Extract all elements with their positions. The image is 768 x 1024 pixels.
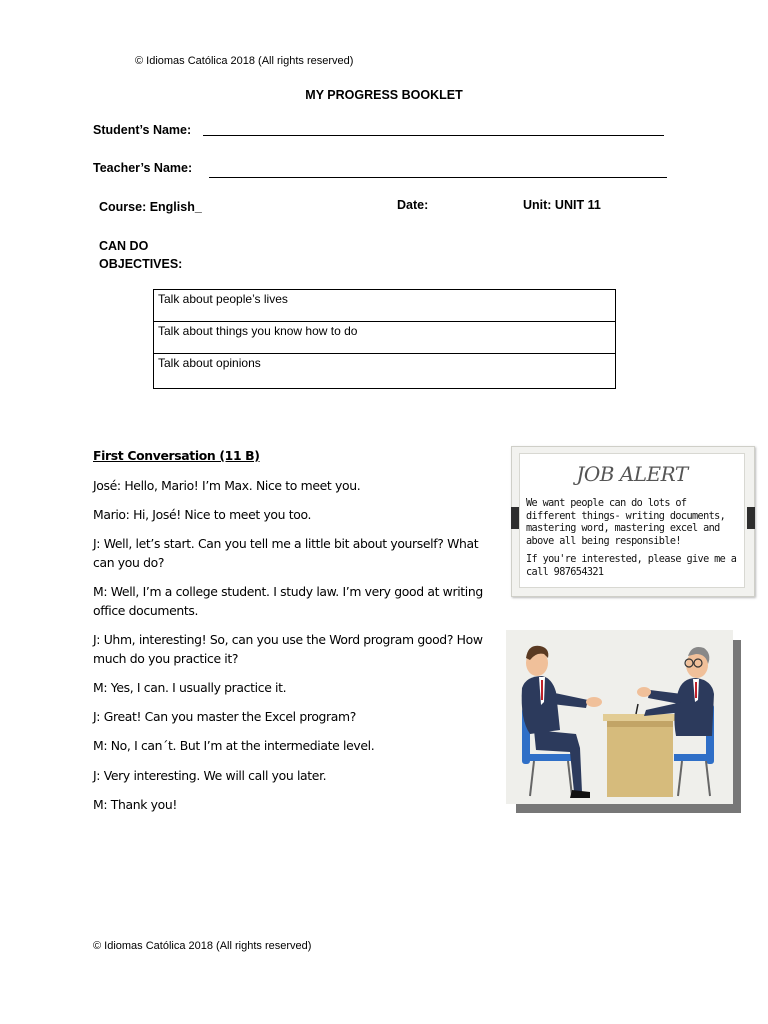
objectives-heading-line1: CAN DO	[99, 239, 149, 253]
job-alert-body	[526, 498, 740, 579]
job-alert-contact: If you're interested, please give me a call 987654321	[526, 554, 737, 578]
objectives-heading	[99, 237, 182, 273]
dialogue-line: J: Great! Can you master the Excel program?	[93, 709, 356, 724]
student-name-line[interactable]	[203, 135, 664, 136]
dialogue-line: J: Well, let’s start. Can you tell me a little bit about yourself? What can you do?	[93, 536, 479, 570]
header-copyright: © Idiomas Católica 2018 (All rights reserved)	[135, 55, 354, 67]
interview-scene-icon	[506, 630, 733, 804]
dialogue-line: J: Uhm, interesting! So, can you use the Word program good? How much do you practice it?	[93, 632, 483, 666]
board-clip-right	[747, 507, 755, 529]
student-name-label: Student’s Name:	[93, 123, 192, 137]
dialogue-line: M: Yes, I can. I usually practice it.	[93, 680, 287, 695]
job-alert-title: JOB ALERT	[576, 462, 688, 486]
footer-copyright: © Idiomas Católica 2018 (All rights reserved)	[93, 940, 312, 952]
dialogue-line: José: Hello, Mario! I’m Max. Nice to meet you.	[93, 478, 361, 493]
dialogue-line: M: No, I can´t. But I’m at the intermediate level.	[93, 738, 375, 753]
dialogue-line: M: Thank you!	[93, 797, 177, 812]
teacher-name-line[interactable]	[209, 177, 667, 178]
course-label: Course: English_	[99, 200, 202, 214]
objective-row: Talk about opinions	[158, 356, 261, 370]
date-label: Date:	[397, 198, 429, 212]
job-alert-image	[511, 446, 755, 597]
interview-illustration	[506, 630, 741, 813]
dialogue-line: M: Well, I’m a college student. I study law. I’m very good at writing office documents.	[93, 584, 483, 618]
conversation-title: First Conversation (11 B)	[93, 448, 260, 463]
conversation	[93, 446, 493, 465]
teacher-name-label: Teacher’s Name:	[93, 161, 193, 175]
job-alert-board	[519, 453, 745, 588]
board-clip-left	[511, 507, 519, 529]
dialogue-line: Mario: Hi, José! Nice to meet you too.	[93, 507, 312, 522]
objectives-table	[153, 289, 616, 389]
dialogue-line: J: Very interesting. We will call you later.	[93, 768, 327, 783]
page-title: MY PROGRESS BOOKLET	[305, 88, 463, 102]
objective-row: Talk about things you know how to do	[154, 322, 615, 354]
objective-row: Talk about people’s lives	[154, 290, 615, 322]
unit-label: Unit: UNIT 11	[523, 198, 601, 212]
job-alert-description: We want people can do lots of different things- writing documents, mastering word, mastering excel and above all being responsible!	[526, 498, 726, 547]
objectives-heading-line2: OBJECTIVES:	[99, 257, 183, 271]
